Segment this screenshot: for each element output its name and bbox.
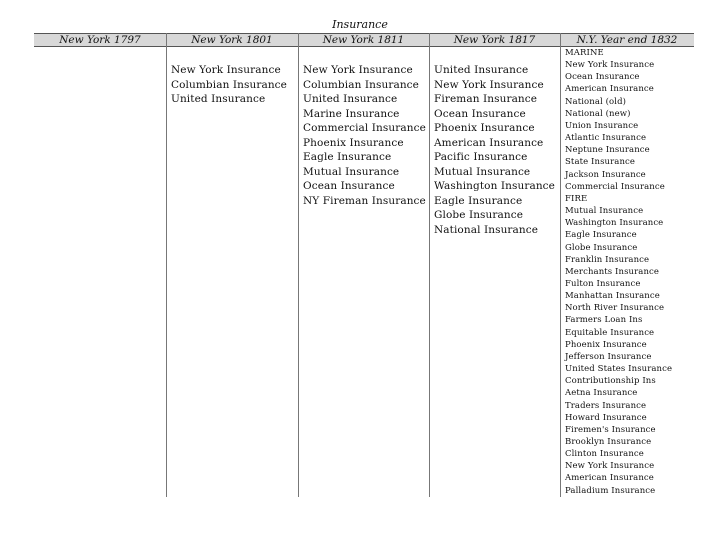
column-1797: [34, 33, 166, 497]
column-header-1832: N.Y. Year end 1832: [576, 34, 678, 46]
list-item: Equitable Insurance: [565, 327, 655, 338]
list-item: Merchants Insurance: [565, 266, 660, 277]
list-item: United States Insurance: [565, 364, 673, 375]
list-item: Washington Insurance: [434, 180, 555, 192]
list-1817: [434, 63, 555, 237]
column-header-1817: New York 1817: [453, 34, 536, 46]
list-item: Pacific Insurance: [434, 151, 528, 163]
list-item: Howard Insurance: [565, 412, 647, 423]
list-item: National (old): [565, 96, 627, 107]
list-item: New York Insurance: [565, 461, 655, 472]
list-item: Fireman Insurance: [434, 93, 538, 105]
list-1801: [171, 63, 287, 107]
list-item: Mutual Insurance: [565, 206, 644, 217]
list-item: Mutual Insurance: [434, 165, 531, 178]
list-item: New York Insurance: [565, 60, 655, 71]
list-item: New York Insurance: [434, 78, 544, 91]
list-item: Columbian Insurance: [303, 78, 419, 91]
list-item: Atlantic Insurance: [565, 133, 647, 144]
list-item: Franklin Insurance: [565, 254, 650, 265]
list-item: Mutual Insurance: [303, 165, 400, 178]
list-item: Globe Insurance: [434, 209, 524, 221]
list-item: NY Fireman Insurance: [303, 194, 426, 207]
list-item: United Insurance: [171, 93, 266, 105]
list-item: Marine Insurance: [303, 107, 400, 120]
list-item: MARINE: [565, 48, 604, 58]
column-header-1801: New York 1801: [191, 34, 273, 46]
list-item: American Insurance: [434, 136, 544, 149]
list-item: Farmers Loan Ins: [565, 315, 643, 326]
list-item: National (new): [565, 108, 631, 119]
list-item: United Insurance: [303, 93, 398, 105]
list-item: FIRE: [565, 193, 588, 204]
list-item: Commercial Insurance: [565, 181, 665, 192]
list-item: Palladium Insurance: [565, 485, 656, 496]
column-1811: [298, 33, 429, 497]
list-1832: [565, 47, 672, 497]
list-item: Manhattan Insurance: [565, 291, 660, 302]
list-item: Contributionship Ins: [565, 376, 656, 387]
list-item: American Insurance: [565, 84, 654, 95]
list-item: American Insurance: [565, 473, 654, 484]
list-item: Firemen's Insurance: [565, 424, 656, 435]
list-item: Commercial Insurance: [303, 122, 426, 134]
list-item: Union Insurance: [565, 120, 639, 131]
list-item: Ocean Insurance: [303, 180, 395, 192]
list-item: Phoenix Insurance: [565, 339, 647, 350]
list-item: North River Insurance: [565, 303, 665, 314]
list-item: Jackson Insurance: [565, 169, 646, 180]
column-1817: [429, 33, 560, 497]
list-item: Phoenix Insurance: [303, 136, 404, 149]
list-item: Ocean Insurance: [565, 72, 640, 83]
list-item: Washington Insurance: [565, 218, 664, 229]
list-item: Neptune Insurance: [565, 145, 650, 156]
list-item: New York Insurance: [171, 64, 281, 76]
list-item: National Insurance: [434, 223, 539, 236]
list-item: Jefferson Insurance: [565, 351, 652, 362]
list-1811: [303, 63, 426, 208]
list-item: Fulton Insurance: [565, 278, 641, 289]
column-header-1797: New York 1797: [59, 34, 141, 46]
list-item: Columbian Insurance: [171, 78, 287, 91]
column-header-1811: New York 1811: [322, 34, 405, 46]
insurance-table: [34, 33, 694, 497]
column-1801: [166, 33, 298, 497]
list-item: Brooklyn Insurance: [565, 437, 652, 447]
list-item: Ocean Insurance: [434, 107, 526, 120]
list-item: Clinton Insurance: [565, 449, 644, 460]
list-item: Aetna Insurance: [565, 388, 638, 399]
list-item: Eagle Insurance: [565, 230, 637, 241]
page-title: Insurance: [332, 18, 388, 31]
list-item: Phoenix Insurance: [434, 122, 535, 134]
list-item: Globe Insurance: [565, 242, 638, 253]
list-item: Traders Insurance: [565, 400, 647, 411]
list-item: Eagle Insurance: [434, 194, 523, 207]
list-item: New York Insurance: [303, 64, 413, 76]
list-item: State Insurance: [565, 157, 636, 168]
column-1832: [560, 33, 694, 497]
list-item: Eagle Insurance: [303, 151, 392, 163]
list-item: United Insurance: [434, 64, 529, 76]
